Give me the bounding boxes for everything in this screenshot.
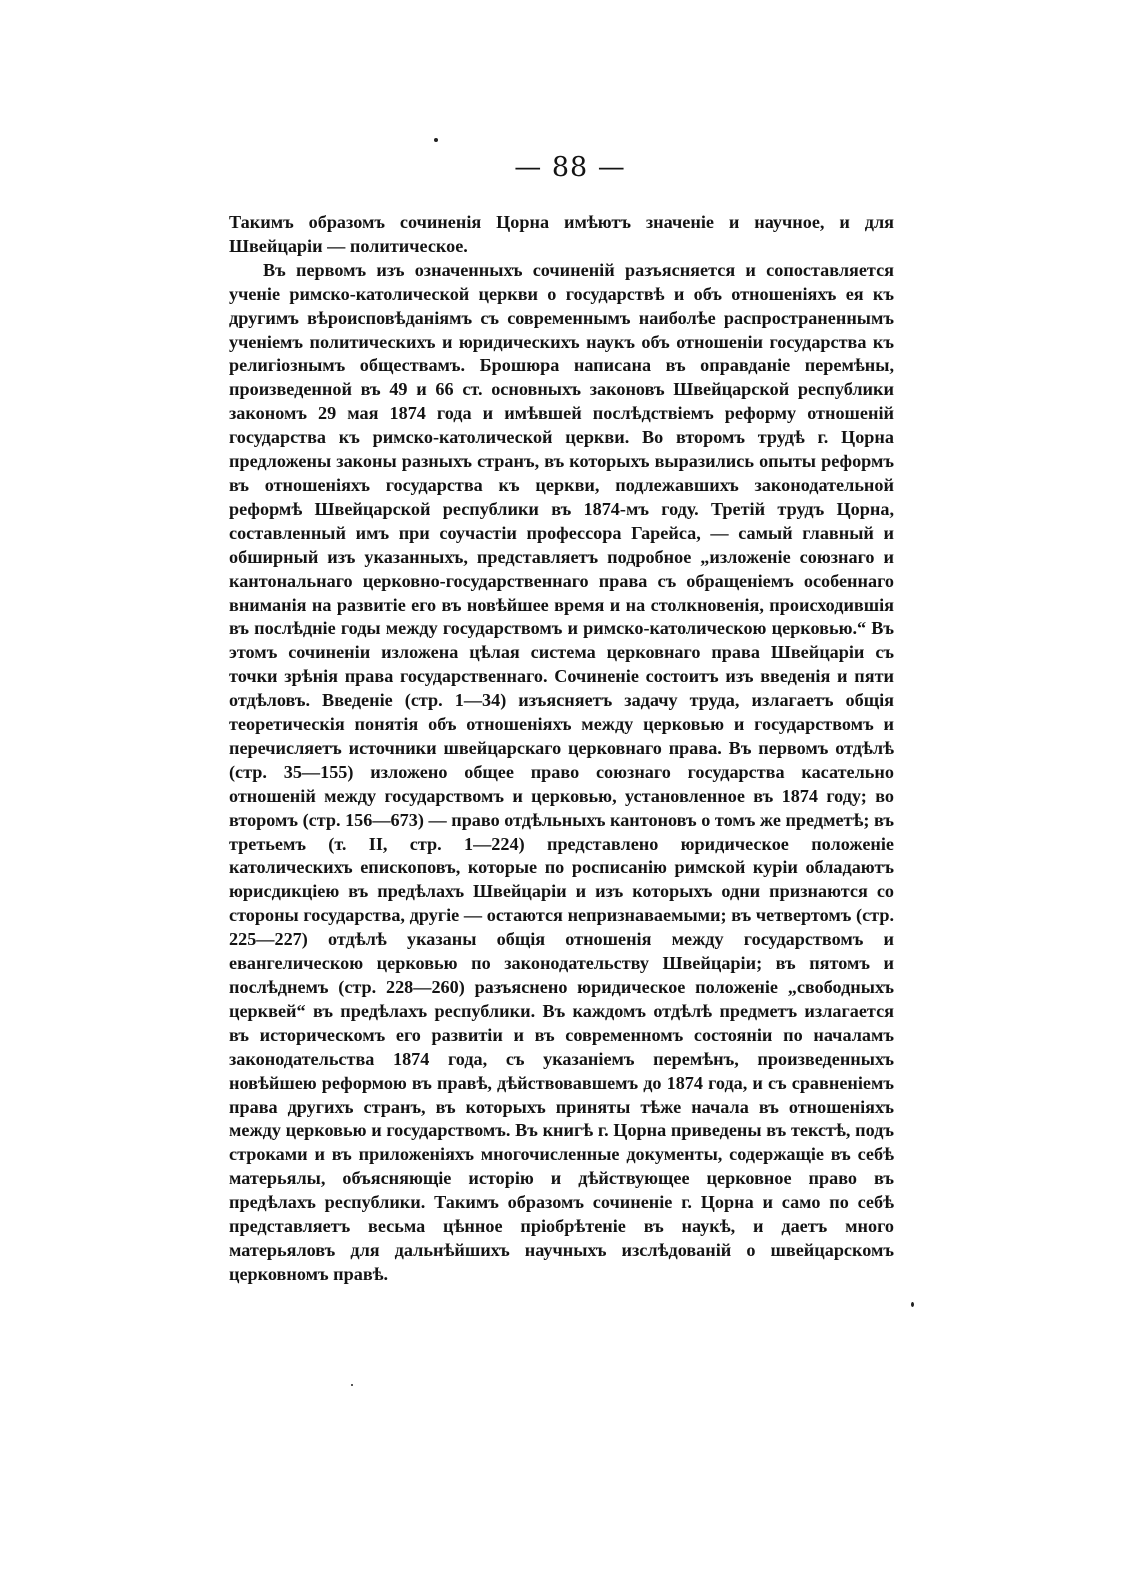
ink-speck (434, 138, 438, 142)
ink-speck (911, 1302, 914, 1307)
page-number: — 88 — (514, 152, 626, 183)
ink-speck (351, 1384, 353, 1386)
body-text (229, 211, 894, 1287)
paragraph: Въ первомъ изъ означенныхъ сочиненій разъясняется и сопоставляется ученіе римско-католической церкви о государствѣ и объ отношеніяхъ ея къ другимъ вѣроисповѣданіямъ съ современнымъ наиболѣе распространеннымъ ученіемъ политическихъ и юридическихъ наукъ объ отношеніи государства къ религіознымъ обществамъ. Брошюра написана въ оправданіе перемѣны, произведенной въ 49 и 66 ст. основныхъ законовъ Швейцарской республики закономъ 29 мая 1874 года и имѣвшей послѣдствіемъ реформу отношеній государства къ римско-католической церкви. Во второмъ трудѣ г. Цорна предложены законы разныхъ странъ, въ которыхъ выразились опыты реформъ въ отношеніяхъ государства къ церкви, подлежавшихъ законодательной реформѣ Швейцарской республики въ 1874-мъ году. Третій трудъ Цорна, составленный имъ при соучастіи профессора Гарейса, — самый главный и обширный изъ указанныхъ, представляетъ подробное „изложеніе союзнаго и кантональнаго церковно-государственнаго права съ обращеніемъ особеннаго вниманія на развитіе его въ новѣйшее время и на столкновенія, происходившія въ послѣдніе годы между государствомъ и римско-католическою церковью.“ Въ этомъ сочиненіи изложена цѣлая система церковнаго права Швейцаріи съ точки зрѣнія права государственнаго. Сочиненіе состоитъ изъ введенія и пяти отдѣловъ. Введеніе (стр. 1—34) изъясняетъ задачу труда, излагаетъ общія теоретическія понятія объ отношеніяхъ между церковью и государствомъ и перечисляетъ источники швейцарскаго церковнаго права. Въ первомъ отдѣлѣ (стр. 35—155) изложено общее право союзнаго государства касательно отношеній между государствомъ и церковью, установленное въ 1874 году; во второмъ (стр. 156—673) — право отдѣльныхъ кантоновъ о томъ же предметѣ; въ третьемъ (т. II, стр. 1—224) представлено юридическое положеніе католическихъ епископовъ, которые по росписанію римской куріи обладаютъ юрисдикціею въ предѣлахъ Швейцаріи и изъ которыхъ одни признаются со стороны государства, другіе — остаются непризнаваемыми; въ четвертомъ (стр. 225—227) отдѣлѣ указаны общія отношенія между государствомъ и евангелическою церковью по законодательству Швейцаріи; въ пятомъ и послѣднемъ (стр. 228—260) разъяснено юридическое положеніе „свободныхъ церквей“ въ предѣлахъ республики. Въ каждомъ отдѣлѣ предметъ излагается въ историческомъ его развитіи и въ современномъ состояніи по началамъ законодательства 1874 года, съ указаніемъ перемѣнъ, произведенныхъ новѣйшею реформою въ правѣ, дѣйствовавшемъ до 1874 года, и съ сравненіемъ права другихъ странъ, въ которыхъ приняты тѣже начала въ отношеніяхъ между церковью и государствомъ. Въ книгѣ г. Цорна приведены въ текстѣ, подъ строками и въ приложеніяхъ многочисленные документы, содержащіе въ себѣ матерьялы, объясняющіе исторію и дѣйствующее церковное право въ предѣлахъ республики. Такимъ образомъ сочиненіе г. Цорна и само по себѣ представляетъ весьма цѣнное пріобрѣтеніе въ наукѣ, и даетъ много матерьяловъ для дальнѣйшихъ научныхъ изслѣдованій о швейцарскомъ церковномъ правѣ. (229, 259, 894, 1284)
paragraph: Такимъ образомъ сочиненія Цорна имѣютъ значеніе и научное, и для Швейцаріи — политическое. (229, 212, 894, 256)
